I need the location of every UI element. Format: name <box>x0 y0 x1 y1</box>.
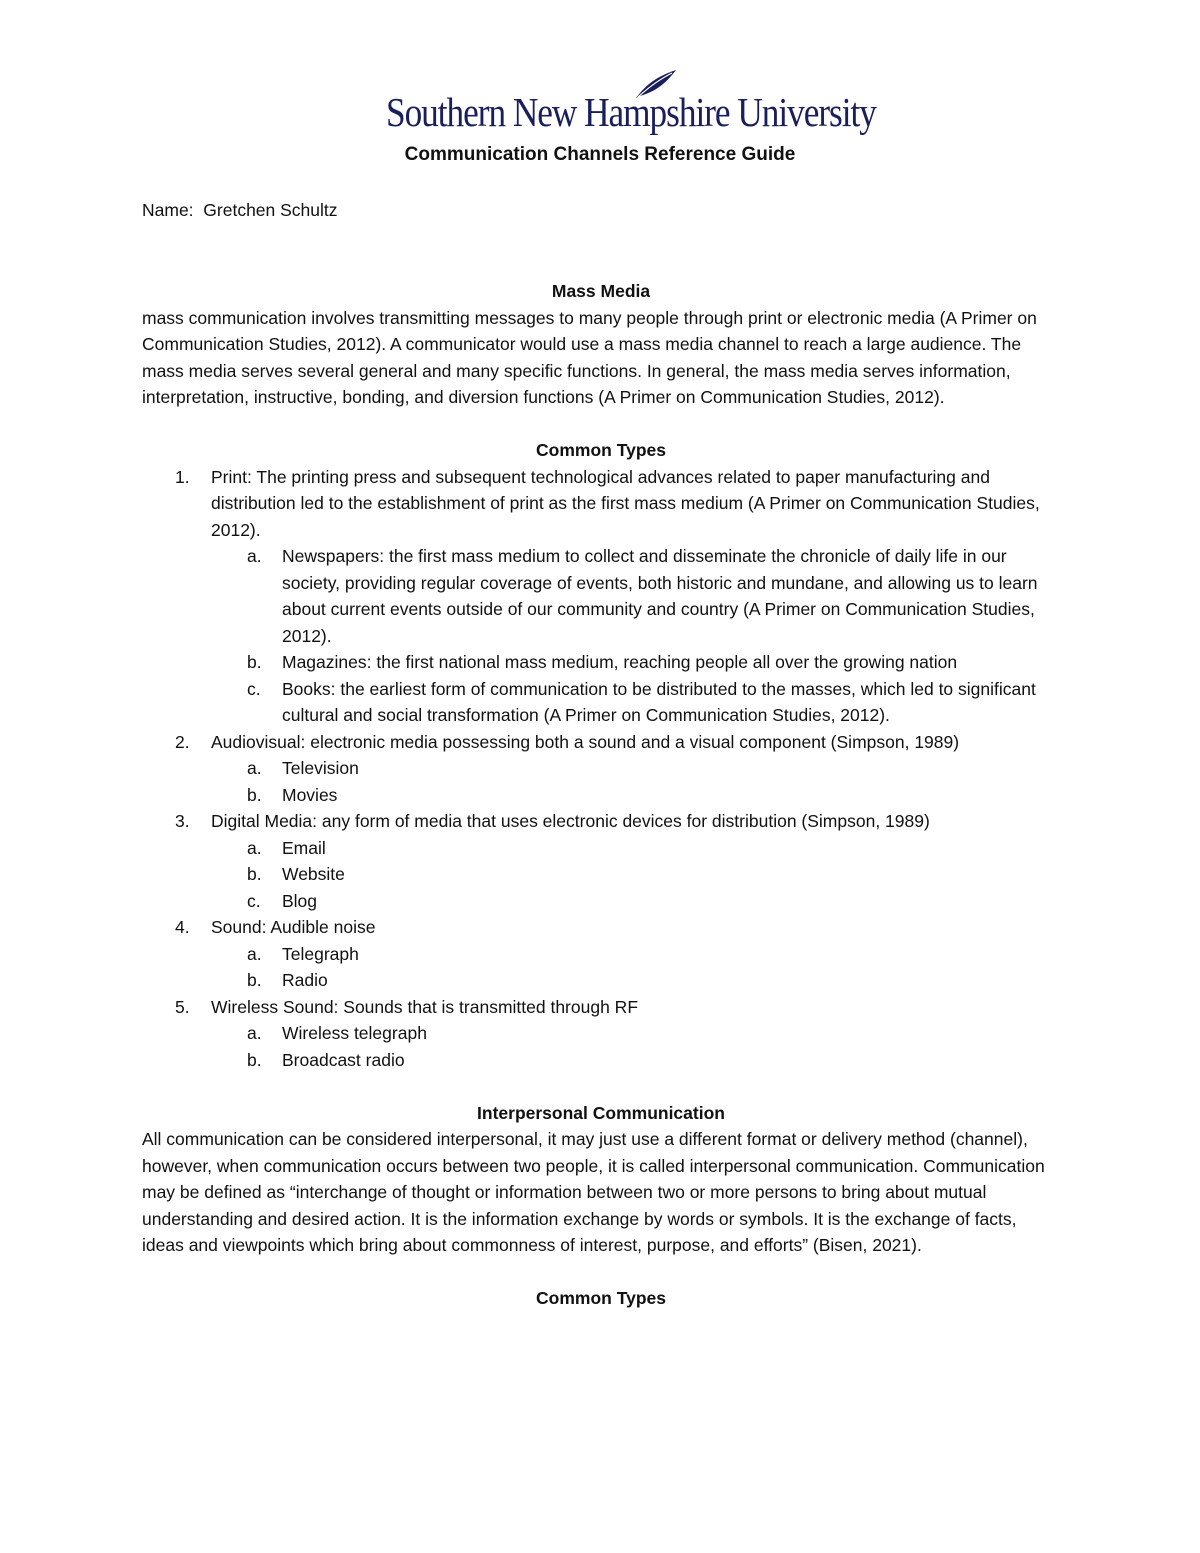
sub-list-letter: c. <box>247 890 261 911</box>
sub-list-letter: c. <box>247 678 261 699</box>
list-item <box>142 914 1060 941</box>
sub-list-item-text: Movies <box>282 784 338 805</box>
list-item <box>142 994 1060 1021</box>
sub-list-letter: a. <box>247 943 262 964</box>
sub-list-item-text: Magazines: the first national mass medium, reaching people all over the growing nation <box>282 652 958 672</box>
sub-list-letter: a. <box>247 1023 262 1043</box>
sub-list-item <box>142 1047 1060 1074</box>
sub-list-item <box>142 676 1060 729</box>
sub-list-letter: b. <box>247 784 262 805</box>
sub-list-letter: b. <box>247 1049 262 1070</box>
sub-list-item-text: Television <box>282 758 359 778</box>
sub-list-item-text: Wireless telegraph <box>282 1023 427 1043</box>
sub-list-item <box>142 782 1060 809</box>
sub-list-item <box>142 835 1060 862</box>
common-types-heading: Common Types <box>536 440 666 460</box>
list-item-text: Sound: Audible noise <box>211 917 376 937</box>
sub-list-item-text: Radio <box>282 970 328 990</box>
list-number: 3. <box>175 811 190 831</box>
document-body <box>142 278 1060 1312</box>
sub-list-item-text: Blog <box>282 890 318 911</box>
sub-list-item <box>142 649 1060 676</box>
list-item-text: Digital Media: any form of media that uses electronic devices for distribution (Simpson, 1989) <box>211 811 930 831</box>
sub-list-letter: b. <box>247 970 262 990</box>
mass-media-types-list <box>142 464 1060 1074</box>
section-heading-interpersonal: Interpersonal Communication <box>477 1102 725 1123</box>
sub-list-item-text: Email <box>282 837 326 858</box>
sub-list-item <box>142 1020 1060 1047</box>
list-item <box>142 464 1060 544</box>
logo-wordmark: Southern New Hampshire University <box>386 89 876 135</box>
sub-list-letter: a. <box>247 758 262 778</box>
list-number: 1. <box>175 466 190 487</box>
common-types-heading: Common Types <box>536 1288 666 1308</box>
sub-list-item <box>142 543 1060 649</box>
list-item-text: Audiovisual: electronic media possessing both a sound and a visual component (Simpson, 1989) <box>211 731 960 752</box>
name-label: Name: <box>142 200 194 220</box>
sub-list-item-text: Website <box>282 864 345 884</box>
sub-list-item-text: Books: the earliest form of communication to be distributed to the masses, which led to significant cultural and social transformation (A Primer on Communication Studies, 2012). <box>282 678 1036 725</box>
sub-list-letter: a. <box>247 546 262 566</box>
sub-list-letter: b. <box>247 652 262 672</box>
list-number: 4. <box>175 917 190 937</box>
list-number: 5. <box>175 996 190 1017</box>
sub-list-item <box>142 941 1060 968</box>
sub-list-letter: a. <box>247 837 262 858</box>
list-item <box>142 729 1060 756</box>
list-item-text: Print: The printing press and subsequent technological advances related to paper manufacturing and distribution led to the establishment of print as the first mass medium (A Primer on Communication Studies, 2012). <box>211 466 1040 540</box>
list-item <box>142 808 1060 835</box>
interpersonal-paragraph: All communication can be considered interpersonal, it may just use a different format or delivery method (channel), however, when communication occurs between two people, it is called interpersonal communication. Communication may be defined as “interchange of thought or information between two or more persons to bring about mutual understanding and desired action. It is the information exchange by words or symbols. It is the exchange of facts, ideas and viewpoints which bring about commonness of interest, purpose, and efforts” (Bisen, 2021). <box>142 1129 1045 1255</box>
mass-media-paragraph: mass communication involves transmitting messages to many people through print or electronic media (A Primer on Communication Studies, 2012). A communicator would use a mass media channel to reach a large audience. The mass media serves several general and many specific functions. In general, the mass media serves information, interpretation, instructive, bonding, and diversion functions (A Primer on Communication Studies, 2012). <box>142 307 1037 407</box>
sub-list-item <box>142 967 1060 994</box>
sub-list-letter: b. <box>247 864 262 884</box>
list-number: 2. <box>175 731 190 752</box>
sub-list-item <box>142 861 1060 888</box>
sub-list-item-text: Broadcast radio <box>282 1049 405 1070</box>
name-field <box>142 200 338 221</box>
name-value: Gretchen Schultz <box>203 200 338 220</box>
list-item-text: Wireless Sound: Sounds that is transmitted through RF <box>211 996 639 1017</box>
sub-list-item-text: Telegraph <box>282 943 359 964</box>
section-heading-mass-media: Mass Media <box>551 281 651 301</box>
university-logo <box>386 68 876 135</box>
sub-list-item <box>142 755 1060 782</box>
sub-list-item-text: Newspapers: the first mass medium to collect and disseminate the chronicle of daily life in our society, providing regular coverage of events, both historic and mundane, and allowing us to learn about current events outside of our community and country (A Primer on Communication Studies, 2012). <box>282 546 1038 646</box>
document-title: Communication Channels Reference Guide <box>404 144 796 165</box>
sub-list-item <box>142 888 1060 915</box>
